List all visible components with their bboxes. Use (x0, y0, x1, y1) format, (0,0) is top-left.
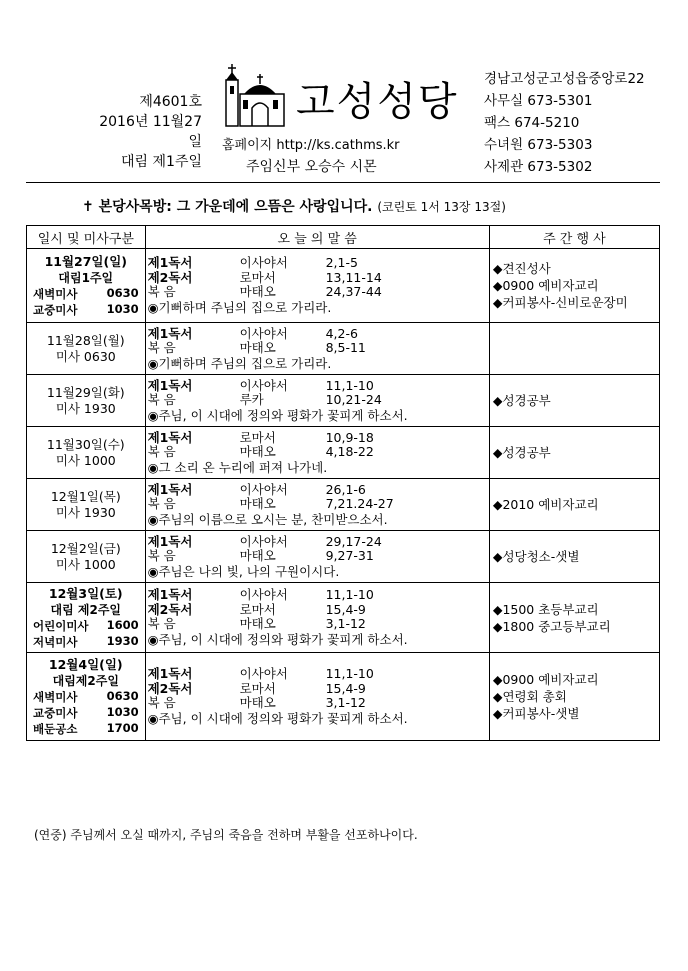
date-cell (27, 479, 146, 531)
mass-time: 미사 0630 (55, 348, 116, 364)
table-row (27, 249, 660, 323)
reading-line: 제1독서 로마서 10,9-18 (147, 429, 374, 445)
fax-number: 팩스 674-5210 (484, 115, 580, 131)
date-cell (27, 249, 146, 323)
church-logo-icon (220, 64, 290, 128)
readings-cell (145, 249, 489, 323)
readings-cell (145, 427, 489, 479)
event-item: ◆커피봉사-신비로운장미 (492, 295, 628, 310)
event-item: ◆2010 예비자교리 (492, 497, 599, 512)
readings-cell (145, 375, 489, 427)
events-cell (489, 653, 659, 741)
event-item: ◆성경공부 (492, 445, 551, 460)
reading-line: 제2독서 로마서 13,11-14 (147, 269, 382, 285)
office-phone: 사무실 673-5301 (484, 93, 593, 109)
bulletin-info (92, 92, 202, 172)
reading-line: 복 음 마태오 9,27-31 (147, 548, 374, 563)
reading-line: 제1독서 이사야서 26,1-6 (147, 481, 366, 497)
event-item: ◆0900 예비자교리 (492, 672, 599, 687)
rectory-phone: 사제관 673-5302 (484, 159, 593, 175)
events-cell (489, 583, 659, 653)
event-item: ◆성당청소-샛별 (492, 549, 580, 564)
date-cell (27, 583, 146, 653)
event-item: ◆1500 초등부교리 (492, 601, 599, 617)
response-prayer: ◉주님은 나의 빛, 나의 구원이시다. (147, 563, 340, 579)
event-item: ◆견진성사 (492, 261, 551, 276)
mass-time: 미사 1000 (55, 452, 116, 468)
table-row (27, 531, 660, 583)
closing-acclamation: (연중) 주님께서 오실 때까지, 주님의 죽음을 전하며 부활을 선포하나이다. (34, 828, 418, 842)
reading-line: 제1독서 이사야서 11,1-10 (147, 666, 374, 682)
readings-cell (145, 323, 489, 375)
event-item: ◆연령회 총회 (492, 689, 567, 704)
mass-time: 배둔공소 1700 (33, 720, 139, 736)
reading-line: 복 음 마태오 3,1-12 (147, 695, 366, 711)
events-cell (489, 249, 659, 323)
table-row (27, 427, 660, 479)
day-sub: 대림 제2주일 (50, 602, 122, 617)
table-row (27, 479, 660, 531)
reading-line: 복 음 마태오 8,5-11 (147, 340, 366, 355)
reading-line: 제1독서 이사야서 29,17-24 (147, 533, 382, 549)
response-prayer: ◉주님, 이 시대에 정의와 평화가 꽃피게 하소서. (147, 407, 408, 423)
verse-text: 본당사목방: 그 가운데에 으뜸은 사랑입니다. (98, 199, 373, 215)
reading-line: 제1독서 이사야서 11,1-10 (147, 377, 374, 393)
readings-cell (145, 531, 489, 583)
response-prayer: ◉기뻐하며 주님의 집으로 가리라. (147, 355, 332, 371)
mass-time: 교중미사 1030 (33, 704, 139, 720)
issue-number: 제4601호 (139, 94, 202, 110)
table-row (27, 375, 660, 427)
events-cell (489, 323, 659, 375)
pastor-name: 주임신부 오승수 시몬 (246, 159, 377, 175)
day-label: 11월30일(수) (46, 436, 125, 452)
mass-time: 미사 1930 (55, 400, 116, 416)
convent-phone: 수녀원 673-5303 (484, 137, 593, 153)
day-label: 12월2일(금) (50, 540, 121, 556)
response-prayer: ◉기뻐하며 주님의 집으로 가리라. (147, 299, 332, 315)
mass-time: 새벽미사 0630 (33, 688, 139, 704)
date-cell (27, 427, 146, 479)
reading-line: 제2독서 로마서 15,4-9 (147, 601, 366, 617)
mass-time: 미사 1930 (55, 504, 116, 520)
bulletin-date: 2016년 11월27일 (99, 114, 202, 150)
event-item: ◆성경공부 (492, 393, 551, 408)
homepage-link[interactable]: 홈페이지 http://ks.cathms.kr (222, 138, 400, 153)
weekly-schedule-table (26, 225, 660, 741)
events-cell (489, 427, 659, 479)
date-cell (27, 653, 146, 741)
response-prayer: ◉주님의 이름으로 오시는 분, 찬미받으소서. (147, 511, 388, 527)
mass-time: 교중미사 1030 (33, 301, 139, 317)
day-label: 11월28일(월) (46, 332, 125, 348)
contact-info (484, 68, 645, 178)
header-date-mass: 일시 및 미사구분 (27, 226, 146, 249)
cross-icon: ✝ (82, 199, 94, 215)
reading-line: 복 음 마태오 3,1-12 (147, 616, 366, 632)
header-divider (26, 182, 660, 183)
event-item: ◆0900 예비자교리 (492, 278, 599, 293)
event-item: ◆커피봉사-샛별 (492, 706, 580, 721)
mass-time: 저녁미사 1930 (33, 633, 139, 649)
response-prayer: ◉주님, 이 시대에 정의와 평화가 꽃피게 하소서. (147, 631, 408, 647)
liturgical-season: 대림 제1주일 (121, 154, 202, 170)
day-label: 12월3일(토) (48, 585, 123, 601)
pastoral-verse (82, 196, 506, 216)
reading-line: 제1독서 이사야서 11,1-10 (147, 587, 374, 603)
readings-cell (145, 653, 489, 741)
table-row (27, 323, 660, 375)
reading-line: 제1독서 이사야서 4,2-6 (147, 325, 358, 341)
response-prayer: ◉그 소리 온 누리에 퍼져 나가네. (147, 459, 328, 475)
mass-time: 새벽미사 0630 (33, 285, 139, 301)
day-label: 12월1일(목) (50, 488, 121, 504)
church-name: 고성성당 (296, 79, 459, 125)
day-label: 11월27일(일) (44, 253, 128, 269)
mass-time: 어린이미사 1600 (33, 617, 139, 633)
date-cell (27, 375, 146, 427)
verse-reference: (코린토 1서 13장 13절) (377, 200, 506, 214)
reading-line: 복 음 마태오 7,21.24-27 (147, 496, 394, 511)
readings-cell (145, 479, 489, 531)
reading-line: 복 음 루카 10,21-24 (147, 392, 382, 407)
events-cell (489, 375, 659, 427)
church-address: 경남고성군고성읍중앙로22 (484, 71, 645, 87)
day-label: 11월29일(화) (46, 384, 125, 400)
readings-cell (145, 583, 489, 653)
events-cell (489, 531, 659, 583)
reading-line: 복 음 마태오 24,37-44 (147, 284, 382, 300)
day-sub: 대림제2주일 (52, 673, 119, 688)
events-cell (489, 479, 659, 531)
day-sub: 대림1주일 (58, 270, 114, 285)
header-readings: 오 늘 의 말 씀 (145, 226, 489, 249)
reading-line: 제2독서 로마서 15,4-9 (147, 680, 366, 696)
table-row (27, 653, 660, 741)
table-header-row (27, 226, 660, 249)
day-label: 12월4일(일) (48, 656, 123, 672)
mass-time: 미사 1000 (55, 556, 116, 572)
event-item: ◆1800 중고등부교리 (492, 618, 611, 634)
date-cell (27, 323, 146, 375)
reading-line: 복 음 마태오 4,18-22 (147, 444, 374, 459)
date-cell (27, 531, 146, 583)
header-events: 주 간 행 사 (489, 226, 659, 249)
reading-line: 제1독서 이사야서 2,1-5 (147, 255, 358, 271)
response-prayer: ◉주님, 이 시대에 정의와 평화가 꽃피게 하소서. (147, 710, 408, 726)
table-row (27, 583, 660, 653)
